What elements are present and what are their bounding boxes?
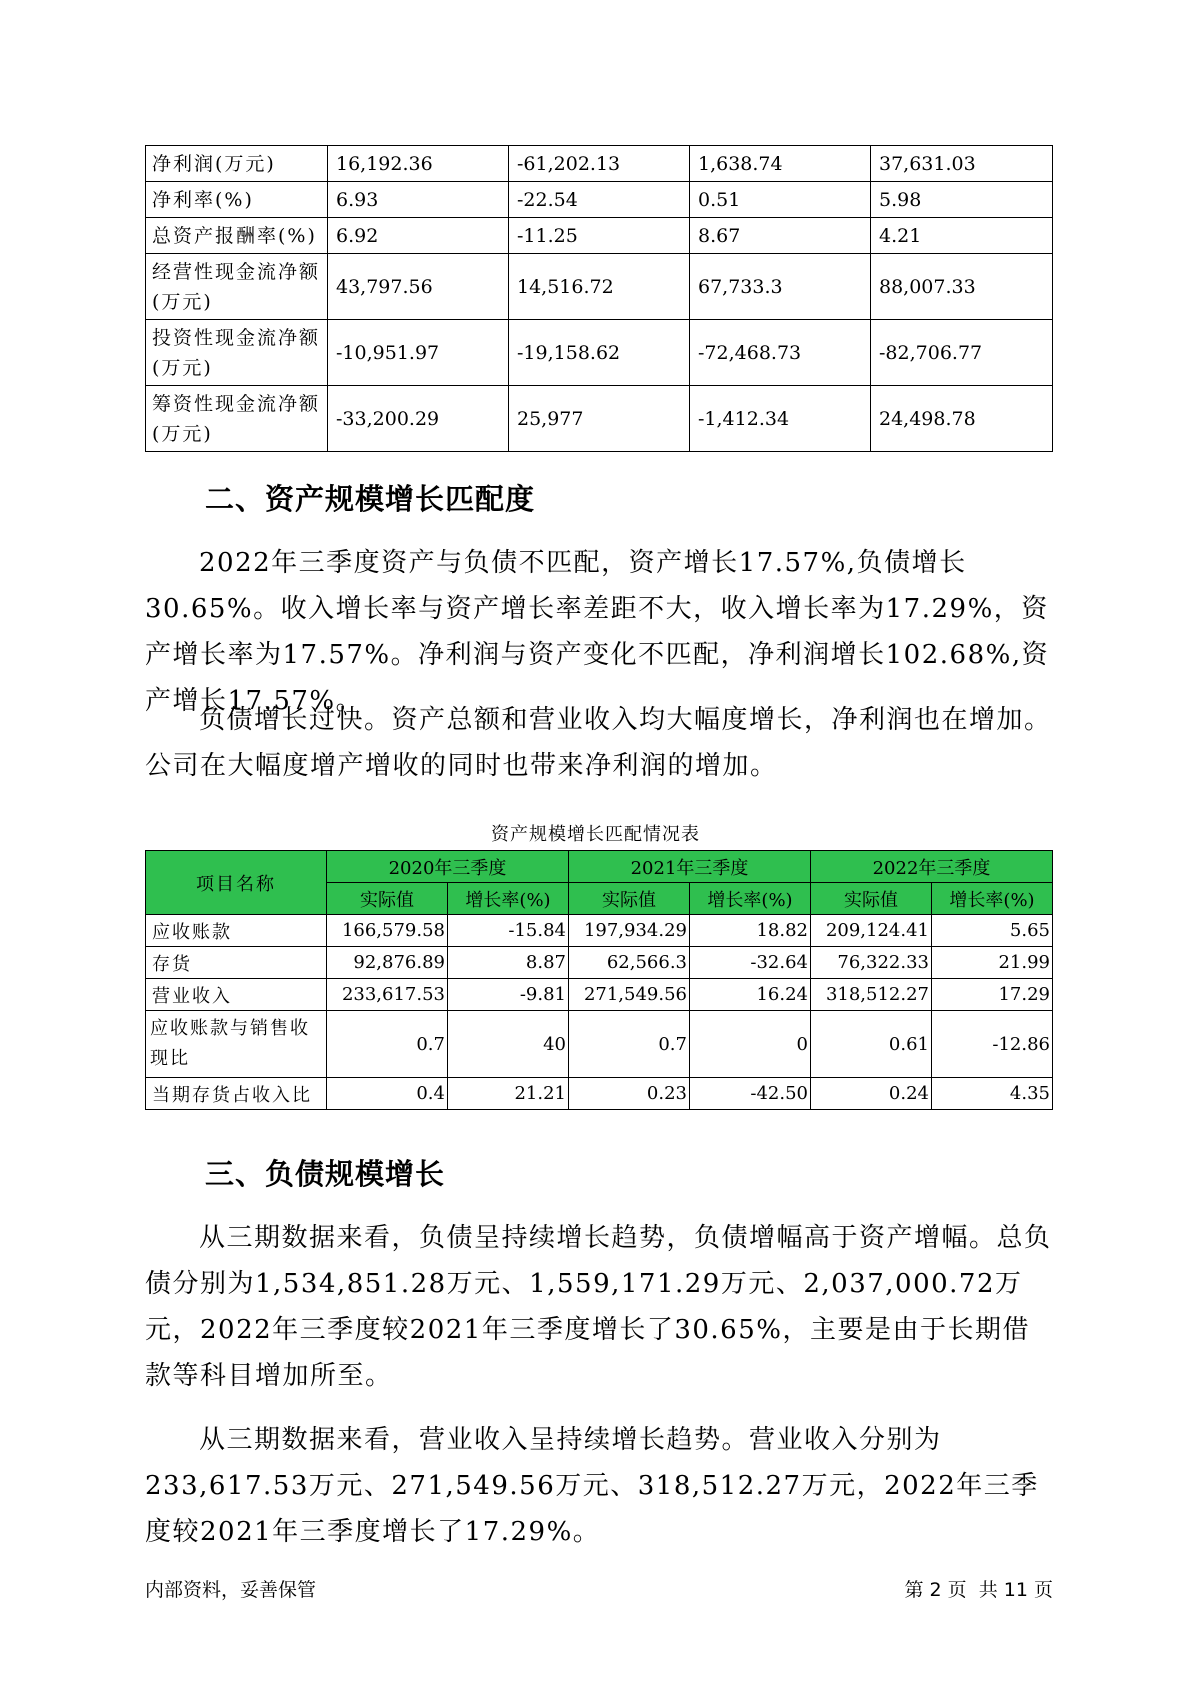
table-cell: 25,977 [509, 386, 690, 452]
table-cell: -82,706.77 [871, 320, 1053, 386]
table-row [146, 254, 1053, 320]
paragraph-text: 负债增长过快。资产总额和营业收入均大幅度增长，净利润也在增加。公司在大幅度增产增收的同时也带来净利润的增加。 [145, 705, 1052, 781]
paragraph-text: 从三期数据来看，负债呈持续增长趋势，负债增幅高于资产增幅。总负债分别为1,534,851.28万元、1,559,171.29万元、2,037,000.72万元，2022年三季度较2021年三季度增长了30.65%，主要是由于长期借款等科目增加所至。 [145, 1223, 1052, 1391]
table-header-row [146, 851, 1053, 883]
table-cell: 197,934.29 [569, 915, 690, 947]
table-cell: -12.86 [932, 1011, 1053, 1078]
table-cell: 5.65 [932, 915, 1053, 947]
table-cell: 21.21 [448, 1078, 569, 1110]
table-cell: -10,951.97 [328, 320, 509, 386]
table-cell: 16.24 [690, 979, 811, 1011]
table-cell: 0.23 [569, 1078, 690, 1110]
row-label: 总资产报酬率(%) [146, 218, 328, 254]
table-cell: 209,124.41 [811, 915, 932, 947]
asset-growth-table [145, 850, 1053, 1110]
table-cell: -33,200.29 [328, 386, 509, 452]
table-cell: 4.35 [932, 1078, 1053, 1110]
table-cell: 37,631.03 [871, 146, 1053, 182]
row-label: 筹资性现金流净额(万元) [146, 386, 328, 452]
table-cell: 318,512.27 [811, 979, 932, 1011]
table-cell: 18.82 [690, 915, 811, 947]
column-header: 增长率(%) [448, 883, 569, 915]
column-header: 2020年三季度 [327, 851, 569, 883]
table-row [146, 1011, 1053, 1078]
table-row [146, 386, 1053, 452]
table-cell: 24,498.78 [871, 386, 1053, 452]
table-row [146, 915, 1053, 947]
column-header: 增长率(%) [690, 883, 811, 915]
section-heading: 二、资产规模增长匹配度 [205, 482, 536, 516]
table-cell: 8.67 [690, 218, 871, 254]
row-label: 净利率(%) [146, 182, 328, 218]
paragraph [145, 697, 1055, 789]
row-label: 当期存货占收入比 [146, 1078, 327, 1110]
table-cell: 0.51 [690, 182, 871, 218]
table-row [146, 320, 1053, 386]
row-label: 经营性现金流净额(万元) [146, 254, 328, 320]
page-number: 第 2 页 共 11 页 [904, 1579, 1053, 1601]
row-label: 应收账款 [146, 915, 327, 947]
table-cell: 92,876.89 [327, 947, 448, 979]
paragraph [145, 1417, 1055, 1555]
table-cell: 0.7 [569, 1011, 690, 1078]
table-cell: -1,412.34 [690, 386, 871, 452]
table-cell: 1,638.74 [690, 146, 871, 182]
table-row [146, 146, 1053, 182]
table-caption: 资产规模增长匹配情况表 [491, 824, 700, 845]
table-cell: -22.54 [509, 182, 690, 218]
paragraph-text: 从三期数据来看，营业收入呈持续增长趋势。营业收入分别为233,617.53万元、271,549.56万元、318,512.27万元，2022年三季度较2021年三季度增长了17.29%。 [145, 1425, 1039, 1547]
table-cell: -19,158.62 [509, 320, 690, 386]
table-cell: 166,579.58 [327, 915, 448, 947]
table-cell: 16,192.36 [328, 146, 509, 182]
row-label: 营业收入 [146, 979, 327, 1011]
table-cell: 8.87 [448, 947, 569, 979]
table-cell: -72,468.73 [690, 320, 871, 386]
paragraph-text: 2022年三季度资产与负债不匹配，资产增长17.57%,负债增长30.65%。收入增长率与资产增长率差距不大，收入增长率为17.29%，资产增长率为17.57%。净利润与资产变化不匹配，净利润增长102.68%,资产增长17.57%。 [145, 548, 1050, 716]
table-cell: 62,566.3 [569, 947, 690, 979]
table-row [146, 979, 1053, 1011]
column-header: 实际值 [569, 883, 690, 915]
table-cell: 4.21 [871, 218, 1053, 254]
table-row [146, 947, 1053, 979]
row-label: 存货 [146, 947, 327, 979]
table-cell: -9.81 [448, 979, 569, 1011]
table-cell: 40 [448, 1011, 569, 1078]
table-cell: 21.99 [932, 947, 1053, 979]
column-header: 2022年三季度 [811, 851, 1053, 883]
table-cell: -42.50 [690, 1078, 811, 1110]
table-cell: 6.92 [328, 218, 509, 254]
table-cell: 0.61 [811, 1011, 932, 1078]
table-row [146, 182, 1053, 218]
row-label: 应收账款与销售收现比 [146, 1011, 327, 1078]
column-header: 实际值 [811, 883, 932, 915]
table-cell: 14,516.72 [509, 254, 690, 320]
table-cell: 0.4 [327, 1078, 448, 1110]
table-cell: 271,549.56 [569, 979, 690, 1011]
table-cell: 76,322.33 [811, 947, 932, 979]
table-cell: -15.84 [448, 915, 569, 947]
column-header: 实际值 [327, 883, 448, 915]
table-cell: 43,797.56 [328, 254, 509, 320]
table-cell: 5.98 [871, 182, 1053, 218]
table-cell: 233,617.53 [327, 979, 448, 1011]
table-cell: 0.24 [811, 1078, 932, 1110]
footer-note: 内部资料，妥善保管 [145, 1579, 317, 1601]
paragraph [145, 1215, 1055, 1399]
table-cell: 88,007.33 [871, 254, 1053, 320]
table-cell: 0 [690, 1011, 811, 1078]
table-cell: 17.29 [932, 979, 1053, 1011]
column-header: 2021年三季度 [569, 851, 811, 883]
section-heading: 三、负债规模增长 [205, 1157, 446, 1191]
table-cell: 67,733.3 [690, 254, 871, 320]
table-row [146, 1078, 1053, 1110]
table-row [146, 218, 1053, 254]
table-cell: -61,202.13 [509, 146, 690, 182]
row-label: 投资性现金流净额(万元) [146, 320, 328, 386]
table-cell: -32.64 [690, 947, 811, 979]
table-cell: 0.7 [327, 1011, 448, 1078]
table-cell: -11.25 [509, 218, 690, 254]
column-header: 项目名称 [146, 851, 327, 915]
column-header: 增长率(%) [932, 883, 1053, 915]
financial-metrics-table [145, 145, 1053, 452]
row-label: 净利润(万元) [146, 146, 328, 182]
table-cell: 6.93 [328, 182, 509, 218]
